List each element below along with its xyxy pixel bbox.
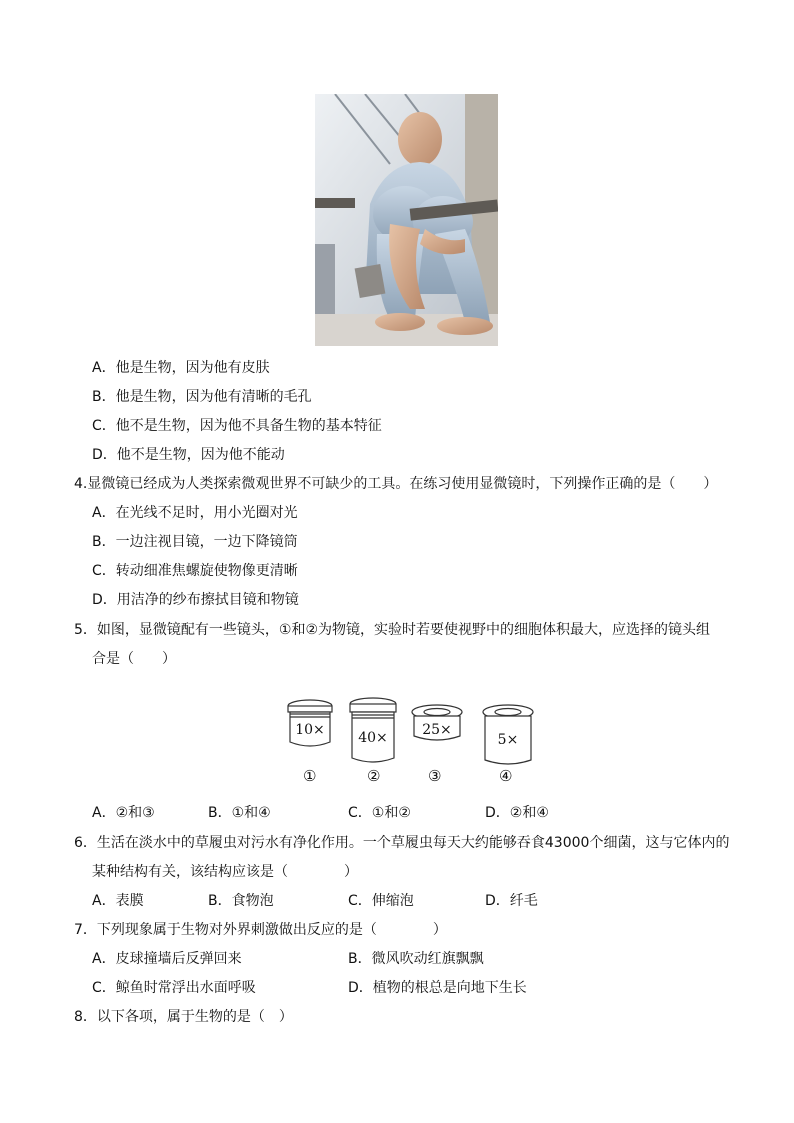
q6-option-c: C．伸缩泡 [348, 893, 414, 909]
lens-2-mag: 40× [358, 730, 388, 746]
q6-stem-line2: 某种结构有关，该结构应该是（ ） [92, 864, 358, 880]
q4-option-b: B．一边注视目镜，一边下降镜筒 [92, 534, 298, 550]
q4-option-a: A．在光线不足时，用小光圈对光 [92, 505, 298, 521]
lens-4-mag: 5× [497, 732, 519, 748]
lens-1-mag: 10× [295, 722, 325, 738]
q4-option-d: D．用洁净的纱布擦拭目镜和物镜 [92, 592, 299, 608]
q5-option-d: D．②和④ [485, 805, 549, 821]
q3-option-d: D．他不是生物，因为他不能动 [92, 447, 285, 463]
lens-3-number: ③ [428, 767, 442, 785]
q7-option-c: C．鲸鱼时常浮出水面呼吸 [92, 980, 256, 996]
q4-option-c: C．转动细准焦螺旋使物像更清晰 [92, 563, 298, 579]
q7-option-a: A．皮球撞墙后反弹回来 [92, 951, 242, 967]
q6-option-a: A．表膜 [92, 893, 144, 909]
q6-stem-line1: 6．生活在淡水中的草履虫对污水有净化作用。一个草履虫每天大约能够吞食43000个细菌，这与它体内的 [74, 835, 730, 851]
lens-4-number: ④ [499, 767, 513, 785]
q7-stem: 7．下列现象属于生物对外界刺激做出反应的是（ ） [74, 922, 447, 938]
q5-option-c: C．①和② [348, 805, 411, 821]
sculpture-photo [315, 94, 498, 346]
q5-stem-line1: 5．如图，显微镜配有一些镜头，①和②为物镜，实验时若要使视野中的细胞体积最大，应选择的镜头组 [74, 622, 711, 638]
q7-option-d: D．植物的根总是向地下生长 [348, 980, 527, 996]
q3-option-a: A．他是生物，因为他有皮肤 [92, 360, 270, 376]
q8-stem: 8．以下各项，属于生物的是（ ） [74, 1009, 293, 1025]
lens-3-mag: 25× [422, 722, 452, 738]
q3-option-c: C．他不是生物，因为他不具备生物的基本特征 [92, 418, 382, 434]
q4-stem: 4.显微镜已经成为人类探索微观世界不可缺少的工具。在练习使用显微镜时，下列操作正确的是（ ） [74, 476, 718, 492]
q7-option-b: B．微风吹动红旗飘飘 [348, 951, 484, 967]
q6-option-b: B．食物泡 [208, 893, 274, 909]
q3-option-b: B．他是生物，因为他有清晰的毛孔 [92, 389, 312, 405]
q6-option-d: D．纤毛 [485, 893, 538, 909]
sculpture-illustration [315, 94, 498, 346]
lens-1-number: ① [303, 767, 317, 785]
q5-option-b: B．①和④ [208, 805, 271, 821]
q5-option-a: A．②和③ [92, 805, 155, 821]
lens-2-number: ② [367, 767, 381, 785]
q5-stem-line2: 合是（ ） [92, 651, 176, 667]
